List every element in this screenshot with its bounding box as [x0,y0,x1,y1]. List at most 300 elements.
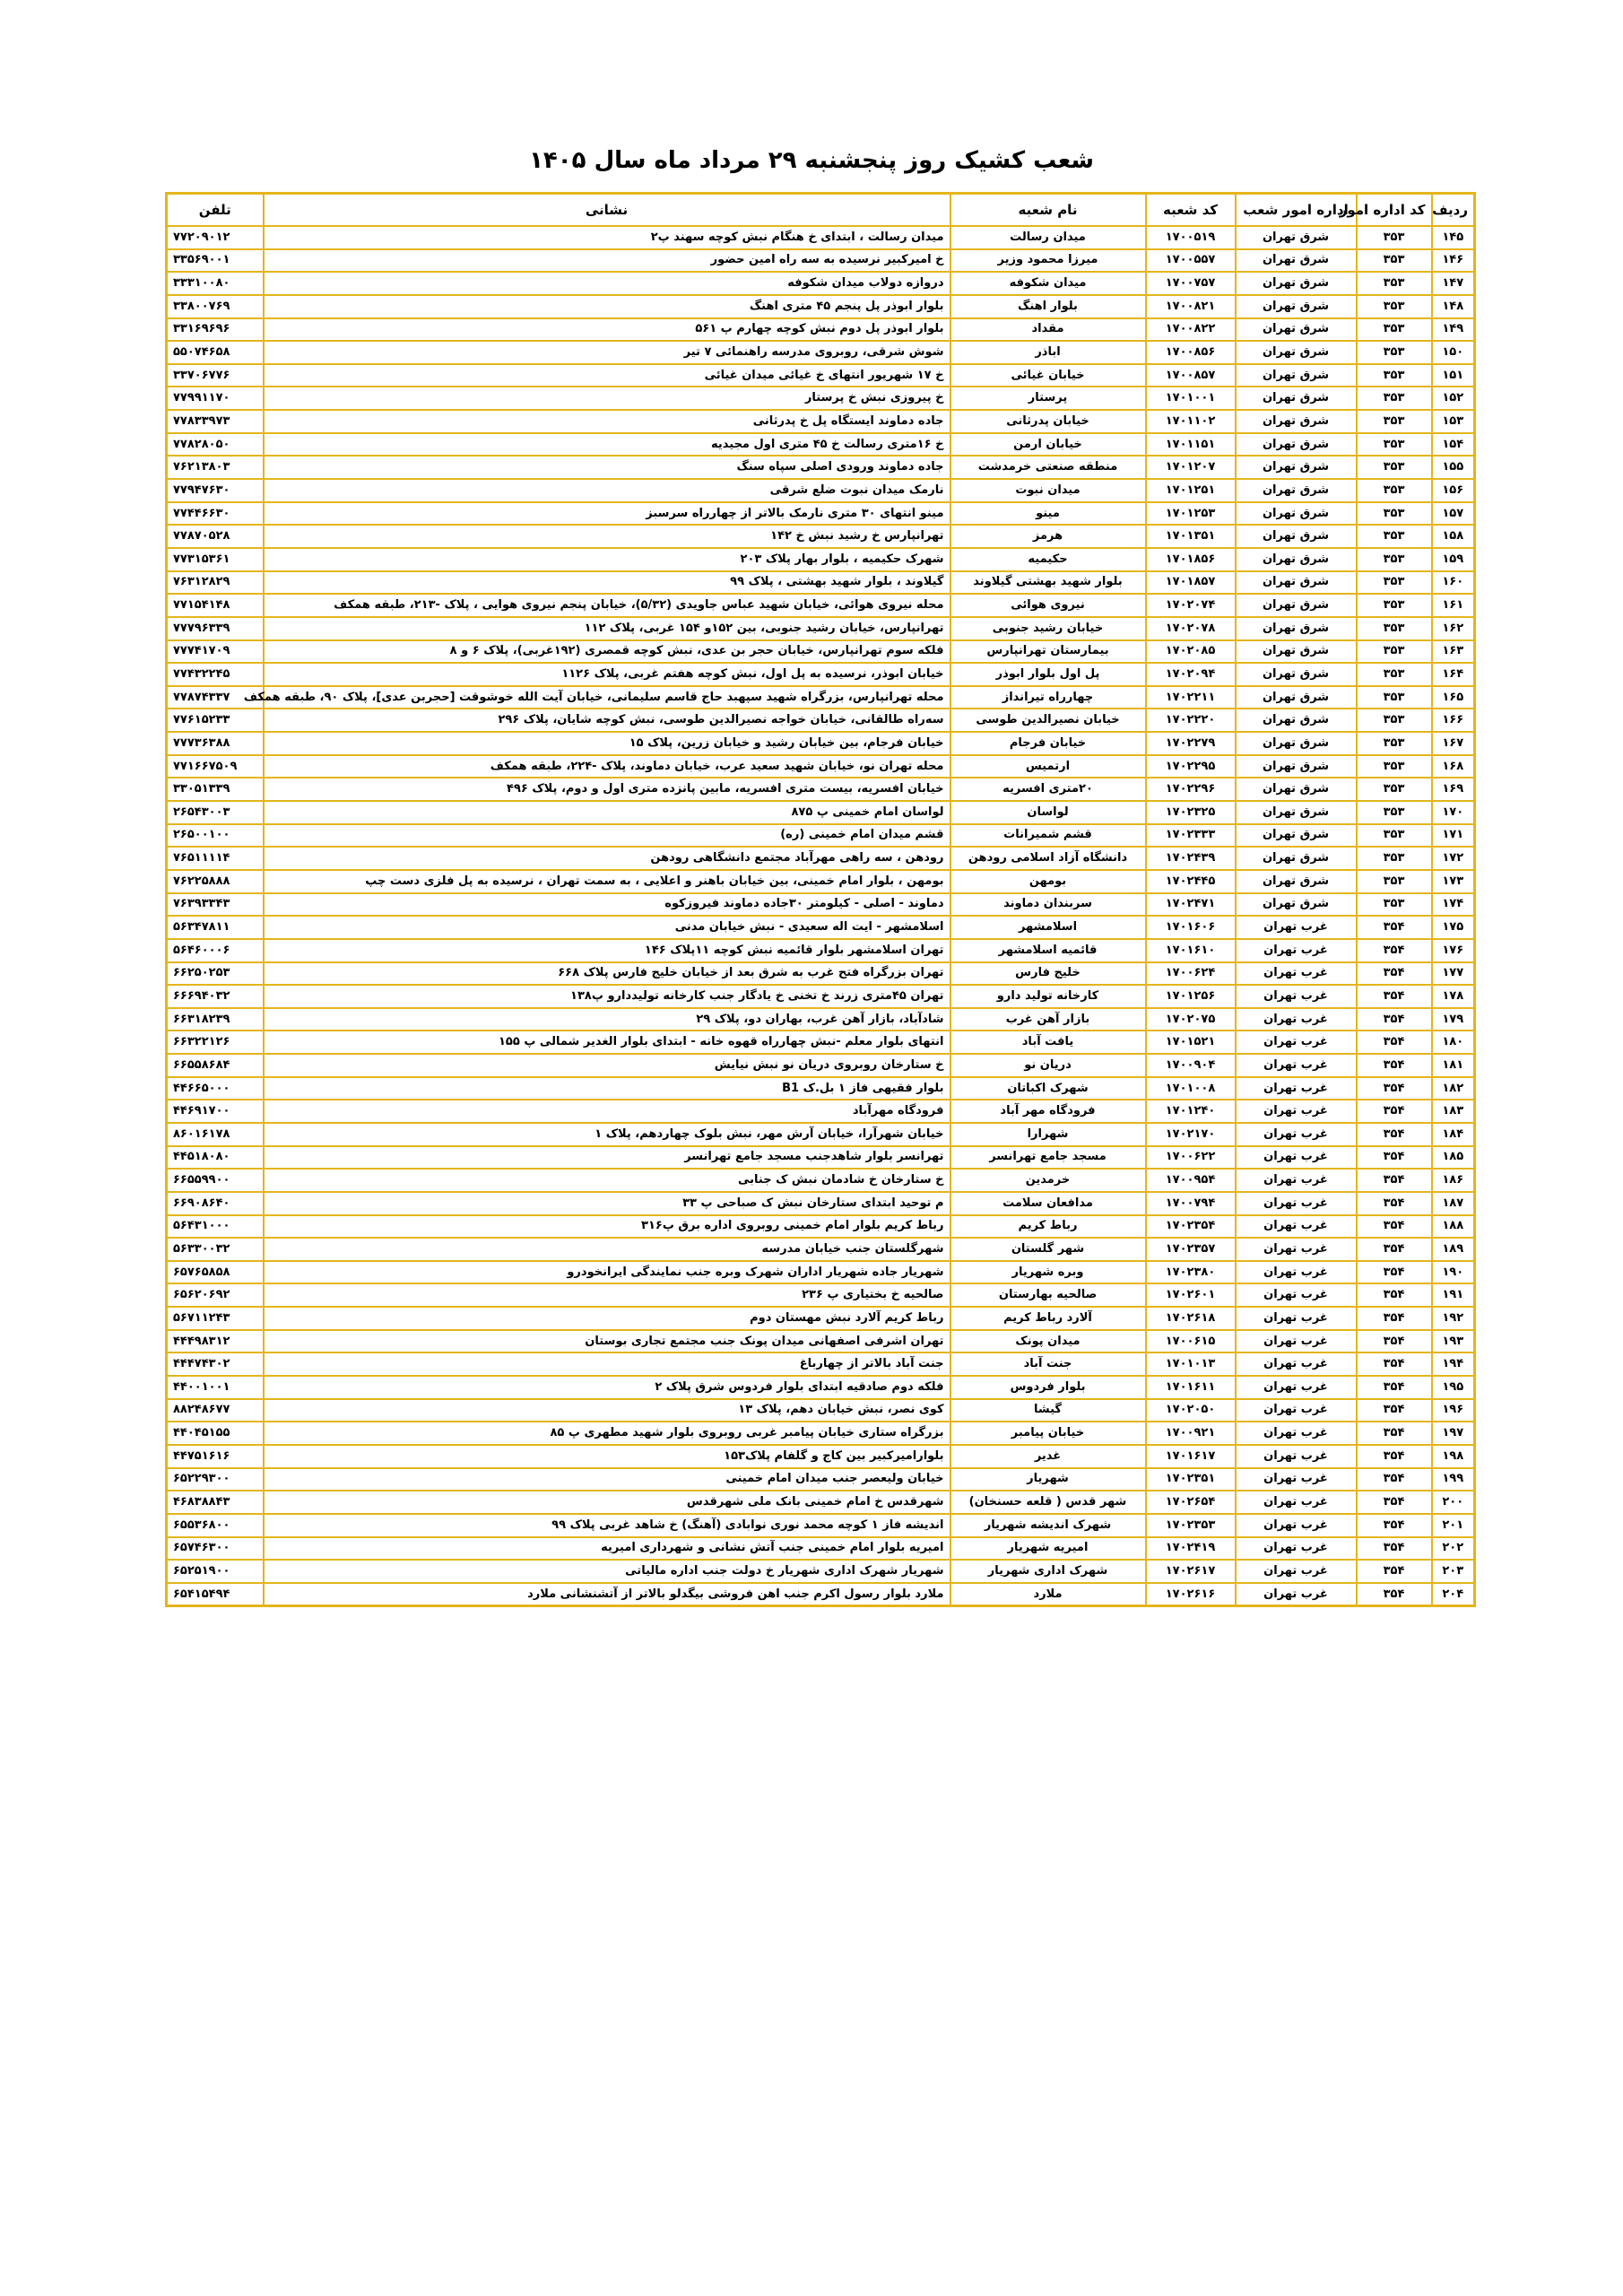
branch-code-cell: ۱۷۰۰۹۰۴ [1146,1054,1236,1077]
table-row [167,801,1475,824]
branch-name-cell: امیریه شهریار [950,1537,1146,1561]
branch-code-cell: ۱۷۰۰۸۵۶ [1146,341,1236,364]
table-row [167,1399,1475,1422]
phone-cell: ۶۶۵۵۸۶۸۴ [167,1054,264,1077]
branch-name-cell: ۲۰متری افسریه [950,778,1146,801]
department-code-cell: ۳۵۴ [1357,1422,1432,1445]
department-cell: شرق تهران [1236,571,1357,595]
branch-name-cell: بومهن [950,870,1146,893]
phone-cell: ۶۵۷۶۵۸۵۸ [167,1261,264,1284]
address-cell: خیابان فرجام، بین خیابان رشید و خیابان زرین، پلاک ۱۵ [264,732,950,755]
branch-name-cell: شهریار [950,1468,1146,1492]
department-cell: شرق تهران [1236,847,1357,870]
header-phone: تلفن [167,194,264,227]
phone-cell: ۷۷۷۹۶۳۳۹ [167,617,264,640]
address-cell: میدان رسالت ، ابتدای خ هنگام نبش کوچه سهند پ۲ [264,226,950,249]
phone-cell: ۶۵۲۲۹۳۰۰ [167,1468,264,1492]
row-number-cell: ۱۵۰ [1432,341,1475,364]
address-cell: خ پیروزی نبش خ پرستار [264,387,950,410]
table-row [167,364,1475,387]
branch-name-cell: غدیر [950,1445,1146,1468]
branch-name-cell: شهرک اداری شهریار [950,1560,1146,1583]
row-number-cell: ۲۰۰ [1432,1491,1475,1514]
branch-name-cell: دانشگاه آزاد اسلامی رودهن [950,847,1146,870]
row-number-cell: ۱۹۷ [1432,1422,1475,1445]
branch-name-cell: بلوار اهنگ [950,295,1146,318]
table-row [167,1169,1475,1192]
row-number-cell: ۱۹۴ [1432,1352,1475,1376]
branch-code-cell: ۱۷۰۲۴۴۵ [1146,870,1236,893]
department-code-cell: ۳۵۳ [1357,410,1432,433]
department-code-cell: ۳۵۴ [1357,1560,1432,1583]
address-cell: خ ۱۶متری رسالت خ ۴۵ متری اول مجیدیه [264,433,950,457]
phone-cell: ۶۶۳۲۲۱۲۶ [167,1031,264,1054]
department-cell: شرق تهران [1236,318,1357,342]
row-number-cell: ۱۹۵ [1432,1376,1475,1399]
department-cell: شرق تهران [1236,824,1357,848]
branch-code-cell: ۱۷۰۲۳۸۰ [1146,1261,1236,1284]
branch-name-cell: دریان نو [950,1054,1146,1077]
department-cell: شرق تهران [1236,686,1357,709]
row-number-cell: ۱۶۶ [1432,709,1475,732]
branch-name-cell: منطقه صنعتی خرمدشت [950,456,1146,479]
table-row [167,663,1475,686]
department-code-cell: ۳۵۳ [1357,824,1432,848]
table-row [167,594,1475,617]
table-row [167,387,1475,410]
row-number-cell: ۱۹۲ [1432,1307,1475,1330]
department-cell: غرب تهران [1236,1445,1357,1468]
department-code-cell: ۳۵۴ [1357,1537,1432,1561]
branch-name-cell: مینو [950,502,1146,526]
address-cell: جنت آباد بالاتر از چهارباغ [264,1352,950,1376]
address-cell: جاده دماوند ایستگاه پل خ پدرثانی [264,410,950,433]
branch-name-cell: بازار آهن غرب [950,1008,1146,1031]
branch-code-cell: ۱۷۰۱۱۵۱ [1146,433,1236,457]
phone-cell: ۷۷۱۵۴۱۴۸ [167,594,264,617]
table-row [167,1238,1475,1261]
row-number-cell: ۱۶۴ [1432,663,1475,686]
table-row [167,1008,1475,1031]
department-cell: غرب تهران [1236,1123,1357,1146]
address-cell: رباط کریم آلارد نبش مهستان دوم [264,1307,950,1330]
department-cell: شرق تهران [1236,226,1357,249]
address-cell: تهران اسلامشهر بلوار قائمیه نبش کوچه ۱۱پلاک ۱۴۶ [264,939,950,962]
branch-code-cell: ۱۷۰۱۶۱۷ [1146,1445,1236,1468]
branch-code-cell: ۱۷۰۰۶۱۵ [1146,1330,1236,1353]
branch-code-cell: ۱۷۰۱۲۵۳ [1146,502,1236,526]
phone-cell: ۷۷۸۲۸۰۵۰ [167,433,264,457]
row-number-cell: ۱۷۷ [1432,962,1475,986]
row-number-cell: ۱۶۰ [1432,571,1475,595]
table-header-row [167,194,1475,227]
department-code-cell: ۳۵۴ [1357,1146,1432,1170]
row-number-cell: ۱۷۲ [1432,847,1475,870]
table-row [167,617,1475,640]
department-cell: شرق تهران [1236,709,1357,732]
address-cell: بلوار ابوذر پل پنجم ۴۵ متری اهنگ [264,295,950,318]
department-code-cell: ۳۵۴ [1357,1445,1432,1468]
row-number-cell: ۱۴۹ [1432,318,1475,342]
row-number-cell: ۲۰۲ [1432,1537,1475,1561]
address-cell: خیابان افسریه، بیست متری افسریه، مابین پانزده متری اول و دوم، پلاک ۴۹۶ [264,778,950,801]
address-cell: تهران اشرفی اصفهانی میدان پونک جنب مجتمع تجاری بوستان [264,1330,950,1353]
branch-code-cell: ۱۷۰۱۲۵۱ [1146,479,1236,502]
address-cell: شهرک حکیمیه ، بلوار بهار پلاک ۲۰۳ [264,548,950,571]
department-cell: شرق تهران [1236,893,1357,917]
phone-cell: ۴۴۴۷۴۳۰۲ [167,1352,264,1376]
address-cell: کوی نصر، نبش خیابان دهم، پلاک ۱۳ [264,1399,950,1422]
branch-name-cell: خلیج فارس [950,962,1146,986]
branch-code-cell: ۱۷۰۱۳۵۱ [1146,525,1236,548]
branch-name-cell: شهرارا [950,1123,1146,1146]
row-number-cell: ۱۶۷ [1432,732,1475,755]
branch-name-cell: یافت آباد [950,1031,1146,1054]
department-code-cell: ۳۵۳ [1357,870,1432,893]
row-number-cell: ۱۷۹ [1432,1008,1475,1031]
address-cell: محله تهران نو، خیابان شهید سعید عرب، خیابان دماوند، پلاک -۲۲۴، طبقه همکف [264,755,950,778]
table-row [167,249,1475,273]
phone-cell: ۷۷۹۹۱۱۷۰ [167,387,264,410]
department-cell: شرق تهران [1236,732,1357,755]
phone-cell: ۶۶۲۵۰۲۵۳ [167,962,264,986]
row-number-cell: ۱۵۷ [1432,502,1475,526]
phone-cell: ۷۶۳۹۳۳۴۳ [167,893,264,917]
address-cell: اندیشه فاز ۱ کوچه محمد نوری نوابادی (آهنگ) خ شاهد غربی پلاک ۹۹ [264,1514,950,1537]
department-cell: غرب تهران [1236,1261,1357,1284]
table-body [167,226,1475,1606]
department-code-cell: ۳۵۴ [1357,1583,1432,1606]
row-number-cell: ۱۵۳ [1432,410,1475,433]
row-number-cell: ۱۸۰ [1432,1031,1475,1054]
department-cell: غرب تهران [1236,1031,1357,1054]
department-cell: غرب تهران [1236,1376,1357,1399]
phone-cell: ۶۵۴۱۵۴۹۴ [167,1583,264,1606]
department-cell: غرب تهران [1236,1330,1357,1353]
table-row [167,1100,1475,1123]
department-cell: شرق تهران [1236,479,1357,502]
row-number-cell: ۱۴۵ [1432,226,1475,249]
address-cell: سه‌راه طالقانی، خیابان خواجه نصیرالدین طوسی، نبش کوچه شایان، پلاک ۲۹۶ [264,709,950,732]
department-code-cell: ۳۵۴ [1357,1215,1432,1239]
branch-name-cell: مدافعان سلامت [950,1192,1146,1215]
phone-cell: ۷۷۴۴۶۶۳۰ [167,502,264,526]
department-cell: غرب تهران [1236,1468,1357,1492]
department-code-cell: ۳۵۳ [1357,249,1432,273]
table-row [167,318,1475,342]
branch-name-cell: بیمارستان تهرانپارس [950,640,1146,664]
department-cell: شرق تهران [1236,387,1357,410]
row-number-cell: ۱۵۴ [1432,433,1475,457]
table-row [167,226,1475,249]
branch-name-cell: میرزا محمود وزیر [950,249,1146,273]
department-code-cell: ۳۵۳ [1357,387,1432,410]
branch-code-cell: ۱۷۰۲۶۱۸ [1146,1307,1236,1330]
row-number-cell: ۱۶۹ [1432,778,1475,801]
row-number-cell: ۱۷۸ [1432,985,1475,1008]
row-number-cell: ۱۸۱ [1432,1054,1475,1077]
branch-name-cell: چهارراه تیرانداز [950,686,1146,709]
page-title: شعب کشیک روز پنجشنبه ۲۹ مرداد ماه سال ۱۴۰۵ [529,147,1094,174]
branch-name-cell: سربندان دماوند [950,893,1146,917]
branch-code-cell: ۱۷۰۰۸۲۲ [1146,318,1236,342]
branch-code-cell: ۱۷۰۲۳۵۴ [1146,1215,1236,1239]
phone-cell: ۴۴۶۶۵۰۰۰ [167,1077,264,1100]
phone-cell: ۵۶۴۶۰۰۰۶ [167,939,264,962]
department-cell: شرق تهران [1236,801,1357,824]
branch-code-cell: ۱۷۰۲۰۷۸ [1146,617,1236,640]
branch-code-cell: ۱۷۰۲۰۹۴ [1146,663,1236,686]
department-code-cell: ۳۵۴ [1357,1008,1432,1031]
address-cell: تهرانپارس، خیابان رشید جنوبی، بین ۱۵۲و ۱۵۴ غربی، پلاک ۱۱۲ [264,617,950,640]
department-cell: شرق تهران [1236,410,1357,433]
row-number-cell: ۱۷۰ [1432,801,1475,824]
department-code-cell: ۳۵۴ [1357,1100,1432,1123]
branch-code-cell: ۱۷۰۰۷۵۷ [1146,272,1236,295]
row-number-cell: ۱۴۶ [1432,249,1475,273]
branch-name-cell: خیابان رشید جنوبی [950,617,1146,640]
table-row [167,548,1475,571]
phone-cell: ۷۷۹۴۷۶۳۰ [167,479,264,502]
row-number-cell: ۱۶۳ [1432,640,1475,664]
branch-code-cell: ۱۷۰۲۰۵۰ [1146,1399,1236,1422]
address-cell: تهران ۴۵متری زرند خ تخنی خ یادگار جنب کارخانه تولیددارو پ۱۳۸ [264,985,950,1008]
table-row [167,962,1475,986]
phone-cell: ۲۶۵۴۳۰۰۳ [167,801,264,824]
branch-code-cell: ۱۷۰۱۶۱۰ [1146,939,1236,962]
address-cell: قشم میدان امام خمینی (ره) [264,824,950,848]
address-cell: خ ستارخان روبروی دریان نو نبش نیایش [264,1054,950,1077]
branch-name-cell: اباذر [950,341,1146,364]
branch-code-cell: ۱۷۰۲۰۷۴ [1146,594,1236,617]
phone-cell: ۷۷۸۳۳۹۷۳ [167,410,264,433]
branch-code-cell: ۱۷۰۲۶۰۱ [1146,1283,1236,1307]
phone-cell: ۶۵۲۵۱۹۰۰ [167,1560,264,1583]
phone-cell: ۴۴۰۴۵۱۵۵ [167,1422,264,1445]
phone-cell: ۷۶۳۱۲۸۲۹ [167,571,264,595]
table-row [167,1031,1475,1054]
department-code-cell: ۳۵۳ [1357,755,1432,778]
table-row [167,870,1475,893]
table-row [167,456,1475,479]
branch-name-cell: مسجد جامع تهرانسر [950,1146,1146,1170]
department-cell: غرب تهران [1236,1169,1357,1192]
phone-cell: ۷۶۵۱۱۱۱۴ [167,847,264,870]
branch-name-cell: بلوار فردوس [950,1376,1146,1399]
department-code-cell: ۳۵۴ [1357,1514,1432,1537]
row-number-cell: ۱۸۹ [1432,1238,1475,1261]
department-code-cell: ۳۵۴ [1357,985,1432,1008]
branch-code-cell: ۱۷۰۰۸۵۷ [1146,364,1236,387]
address-cell: رباط کریم بلوار امام خمینی روبروی اداره برق پ۳۱۶ [264,1215,950,1239]
row-number-cell: ۱۷۵ [1432,916,1475,939]
table-row [167,939,1475,962]
department-cell: شرق تهران [1236,525,1357,548]
branch-code-cell: ۱۷۰۱۲۰۷ [1146,456,1236,479]
department-code-cell: ۳۵۴ [1357,1352,1432,1376]
address-cell: بلوار فقیهی فاز ۱ بل.ک B1 [264,1077,950,1100]
department-cell: غرب تهران [1236,1583,1357,1606]
department-cell: شرق تهران [1236,548,1357,571]
phone-cell: ۷۷۸۷۴۳۳۷ [167,686,264,709]
table-row [167,709,1475,732]
department-code-cell: ۳۵۳ [1357,433,1432,457]
phone-cell: ۳۳۳۱۰۰۸۰ [167,272,264,295]
address-cell: تهرانپارس خ رشید نبش خ ۱۴۲ [264,525,950,548]
table-row [167,893,1475,917]
phone-cell: ۶۶۹۰۸۶۴۰ [167,1192,264,1215]
address-cell: ملارد بلوار رسول اکرم جنب اهن فروشی بیگدلو بالاتر از آتشنشانی ملارد [264,1583,950,1606]
department-code-cell: ۳۵۴ [1357,1468,1432,1492]
phone-cell: ۶۶۳۱۸۲۳۹ [167,1008,264,1031]
phone-cell: ۲۶۵۰۰۱۰۰ [167,824,264,848]
table-row [167,341,1475,364]
branch-code-cell: ۱۷۰۲۴۳۹ [1146,847,1236,870]
department-code-cell: ۳۵۳ [1357,548,1432,571]
department-cell: غرب تهران [1236,939,1357,962]
row-number-cell: ۱۵۲ [1432,387,1475,410]
branch-code-cell: ۱۷۰۲۴۱۹ [1146,1537,1236,1561]
department-cell: غرب تهران [1236,1100,1357,1123]
department-code-cell: ۳۵۳ [1357,272,1432,295]
branch-name-cell: وبره شهریار [950,1261,1146,1284]
branch-code-cell: ۱۷۰۱۲۴۰ [1146,1100,1236,1123]
department-cell: شرق تهران [1236,870,1357,893]
department-cell: شرق تهران [1236,272,1357,295]
branch-name-cell: خیابان پدرثانی [950,410,1146,433]
department-cell: شرق تهران [1236,617,1357,640]
table-row [167,502,1475,526]
department-code-cell: ۳۵۴ [1357,1330,1432,1353]
address-cell: مینو انتهای ۳۰ متری نارمک بالاتر از چهارراه سرسبز [264,502,950,526]
department-code-cell: ۳۵۳ [1357,341,1432,364]
branch-code-cell: ۱۷۰۲۳۳۳ [1146,824,1236,848]
department-code-cell: ۳۵۳ [1357,594,1432,617]
department-cell: شرق تهران [1236,755,1357,778]
department-code-cell: ۳۵۳ [1357,801,1432,824]
department-cell: شرق تهران [1236,364,1357,387]
phone-cell: ۵۶۴۳۱۰۰۰ [167,1215,264,1239]
branch-code-cell: ۱۷۰۰۷۹۴ [1146,1192,1236,1215]
branch-name-cell: مقداد [950,318,1146,342]
phone-cell: ۸۸۲۴۸۶۷۷ [167,1399,264,1422]
header-address: نشانی [264,194,950,227]
department-code-cell: ۳۵۴ [1357,1261,1432,1284]
address-cell: فلکه دوم صادقیه ابتدای بلوار فردوس شرق پلاک ۲ [264,1376,950,1399]
header-row-number: ردیف [1432,194,1475,227]
phone-cell: ۵۵۰۷۴۶۵۸ [167,341,264,364]
branch-code-cell: ۱۷۰۲۱۷۰ [1146,1123,1236,1146]
branch-code-cell: ۱۷۰۲۴۷۱ [1146,893,1236,917]
table-row [167,1215,1475,1239]
table-row [167,1422,1475,1445]
phone-cell: ۴۴۵۱۸۰۸۰ [167,1146,264,1170]
department-cell: غرب تهران [1236,1307,1357,1330]
phone-cell: ۴۴۰۰۱۰۰۱ [167,1376,264,1399]
branch-name-cell: خرمدین [950,1169,1146,1192]
department-code-cell: ۳۵۳ [1357,571,1432,595]
row-number-cell: ۱۸۲ [1432,1077,1475,1100]
department-code-cell: ۳۵۳ [1357,318,1432,342]
phone-cell: ۷۷۷۳۶۳۸۸ [167,732,264,755]
address-cell: بومهن ، بلوار امام خمینی، بین خیابان باهنر و اعلایی ، به سمت تهران ، نرسیده به پل فلزی دست چپ [264,870,950,893]
department-code-cell: ۳۵۴ [1357,1491,1432,1514]
table-row [167,295,1475,318]
row-number-cell: ۱۹۹ [1432,1468,1475,1492]
department-code-cell: ۳۵۴ [1357,1399,1432,1422]
table-row [167,1077,1475,1100]
phone-cell: ۷۷۳۱۵۳۶۱ [167,548,264,571]
branch-name-cell: پرستار [950,387,1146,410]
table-row [167,1054,1475,1077]
department-cell: غرب تهران [1236,1352,1357,1376]
branch-name-cell: کارخانه تولید دارو [950,985,1146,1008]
branch-code-cell: ۱۷۰۱۲۵۶ [1146,985,1236,1008]
phone-cell: ۷۷۱۶۶۷۵۰۹ [167,755,264,778]
row-number-cell: ۱۵۵ [1432,456,1475,479]
department-code-cell: ۳۵۳ [1357,456,1432,479]
phone-cell: ۵۶۳۴۷۸۱۱ [167,916,264,939]
branch-name-cell: فرودگاه مهر آباد [950,1100,1146,1123]
department-cell: غرب تهران [1236,1399,1357,1422]
department-cell: شرق تهران [1236,456,1357,479]
phone-cell: ۸۶۰۱۶۱۷۸ [167,1123,264,1146]
branch-code-cell: ۱۷۰۰۸۲۱ [1146,295,1236,318]
department-code-cell: ۳۵۴ [1357,916,1432,939]
address-cell: صالحیه خ بختیاری پ ۲۳۶ [264,1283,950,1307]
branch-name-cell: میدان رسالت [950,226,1146,249]
header-branch-name: نام شعبه [950,194,1146,227]
branch-code-cell: ۱۷۰۱۵۲۱ [1146,1031,1236,1054]
branch-name-cell: رباط کریم [950,1215,1146,1239]
table-row [167,1192,1475,1215]
department-code-cell: ۳۵۳ [1357,686,1432,709]
row-number-cell: ۱۵۱ [1432,364,1475,387]
branch-code-cell: ۱۷۰۱۸۵۷ [1146,571,1236,595]
table-row [167,1560,1475,1583]
row-number-cell: ۱۹۰ [1432,1261,1475,1284]
phone-cell: ۴۴۶۹۱۷۰۰ [167,1100,264,1123]
phone-cell: ۳۳۵۶۹۰۰۱ [167,249,264,273]
table-row [167,1376,1475,1399]
table-row [167,1330,1475,1353]
row-number-cell: ۲۰۱ [1432,1514,1475,1537]
department-code-cell: ۳۵۴ [1357,1169,1432,1192]
header-branch-code: کد شعبه [1146,194,1236,227]
branch-code-cell: ۱۷۰۲۳۵۷ [1146,1238,1236,1261]
address-cell: گیلاوند ، بلوار شهید بهشتی ، پلاک ۹۹ [264,571,950,595]
department-cell: شرق تهران [1236,249,1357,273]
row-number-cell: ۲۰۳ [1432,1560,1475,1583]
row-number-cell: ۱۷۳ [1432,870,1475,893]
table-row [167,1307,1475,1330]
department-code-cell: ۳۵۳ [1357,617,1432,640]
address-cell: انتهای بلوار معلم -نبش چهارراه قهوه خانه - ابتدای بلوار الغدیر شمالی پ ۱۵۵ [264,1031,950,1054]
phone-cell: ۶۵۷۴۶۳۰۰ [167,1537,264,1561]
row-number-cell: ۱۷۶ [1432,939,1475,962]
table-row [167,571,1475,595]
department-code-cell: ۳۵۴ [1357,1283,1432,1307]
row-number-cell: ۱۸۸ [1432,1215,1475,1239]
branch-code-cell: ۱۷۰۲۲۹۶ [1146,778,1236,801]
department-cell: غرب تهران [1236,1283,1357,1307]
department-cell: غرب تهران [1236,1560,1357,1583]
row-number-cell: ۱۹۶ [1432,1399,1475,1422]
branch-code-cell: ۱۷۰۲۲۲۰ [1146,709,1236,732]
department-code-cell: ۳۵۳ [1357,893,1432,917]
department-code-cell: ۳۵۳ [1357,640,1432,664]
branch-name-cell: خیابان ارمن [950,433,1146,457]
